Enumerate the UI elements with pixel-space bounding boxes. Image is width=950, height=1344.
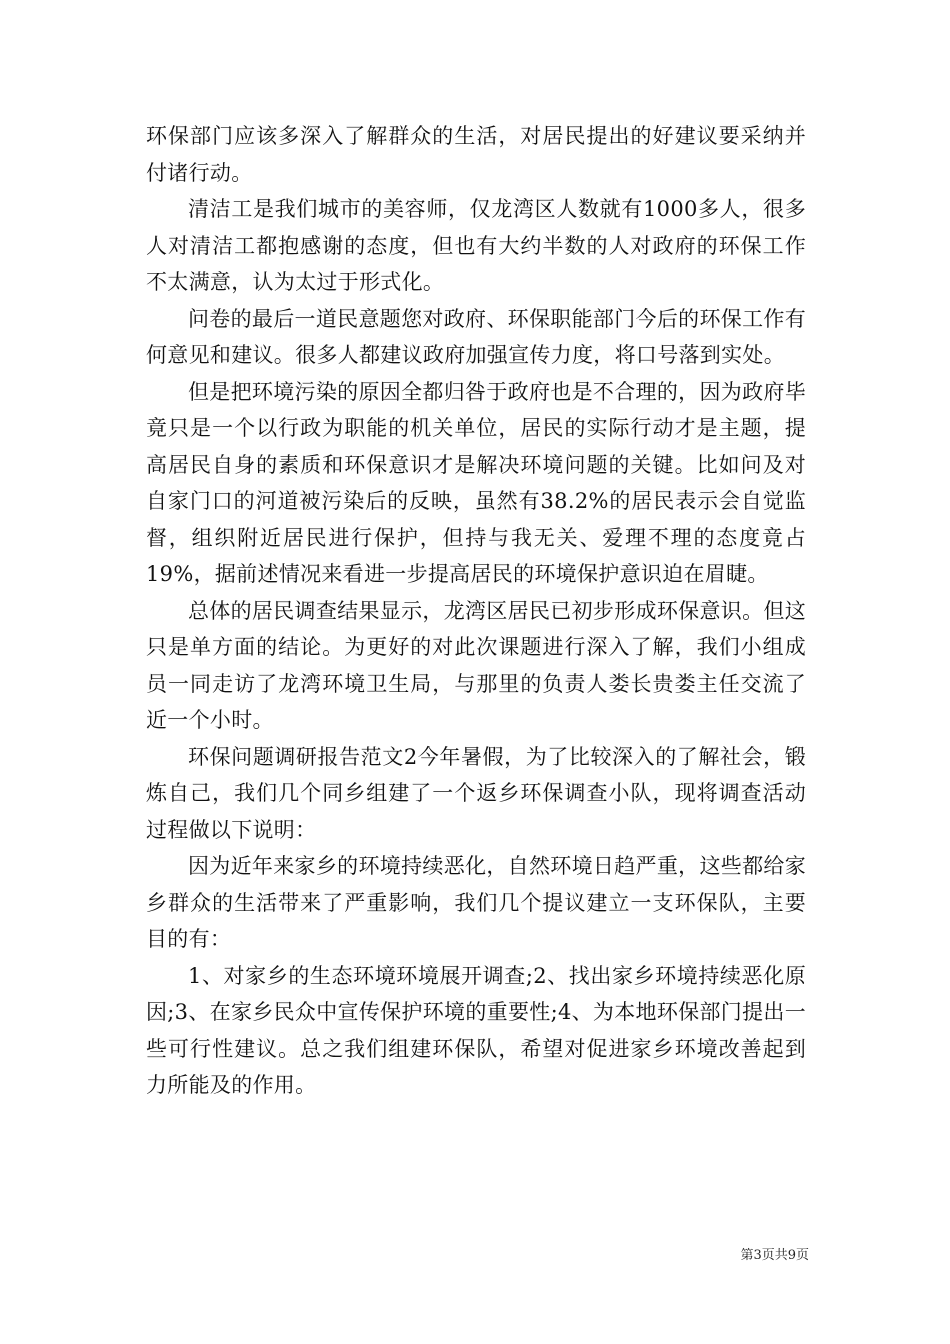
document-body (146, 118, 806, 1104)
paragraph-cleaners: 清洁工是我们城市的美容师，仅龙湾区人数就有1000多人，很多人对清洁工都抱感谢的态度，但也有大约半数的人对政府的环保工作不太满意，认为太过于形式化。 (146, 197, 806, 294)
paragraph-motivation: 因为近年来家乡的环境持续恶化，自然环境日趋严重，这些都给家乡群众的生活带来了严重影响，我们几个提议建立一支环保队，主要目的有： (146, 854, 806, 951)
paragraph-pollution-causes: 但是把环境污染的原因全都归咎于政府也是不合理的，因为政府毕竟只是一个以行政为职能的机关单位，居民的实际行动才是主题，提高居民自身的素质和环保意识才是解决环境问题的关键。比如问及对自家门口的河道被污染后的反映，虽然有38.2%的居民表示会自觉监督，组织附近居民进行保护，但持与我无关、爱理不理的态度竟占19%，据前述情况来看进一步提高居民的环境保护意识迫在眉睫。 (146, 379, 806, 586)
page-number: 第3页共9页 (740, 1248, 809, 1263)
paragraph-environmental-dept: 环保部门应该多深入了解群众的生活，对居民提出的好建议要采纳并付诸行动。 (146, 124, 806, 185)
paragraph-report-2-intro: 环保问题调研报告范文2今年暑假，为了比较深入的了解社会，锻炼自己，我们几个同乡组建了一个返乡环保调查小队，现将调查活动过程做以下说明： (146, 744, 806, 842)
paragraph-objectives: 1、对家乡的生态环境环境展开调查;2、找出家乡环境持续恶化原因;3、在家乡民众中宣传保护环境的重要性;4、为本地环保部门提出一些可行性建议。总之我们组建环保队，希望对促进家乡环境改善起到力所能及的作用。 (146, 963, 806, 1097)
paragraph-questionnaire: 问卷的最后一道民意题您对政府、环保职能部门今后的环保工作有何意见和建议。很多人都建议政府加强宣传力度，将口号落到实处。 (146, 306, 806, 367)
paragraph-survey-results: 总体的居民调查结果显示，龙湾区居民已初步形成环保意识。但这只是单方面的结论。为更好的对此次课题进行深入了解，我们小组成员一同走访了龙湾环境卫生局，与那里的负责人娄长贵娄主任交流了近一个小时。 (146, 598, 806, 732)
